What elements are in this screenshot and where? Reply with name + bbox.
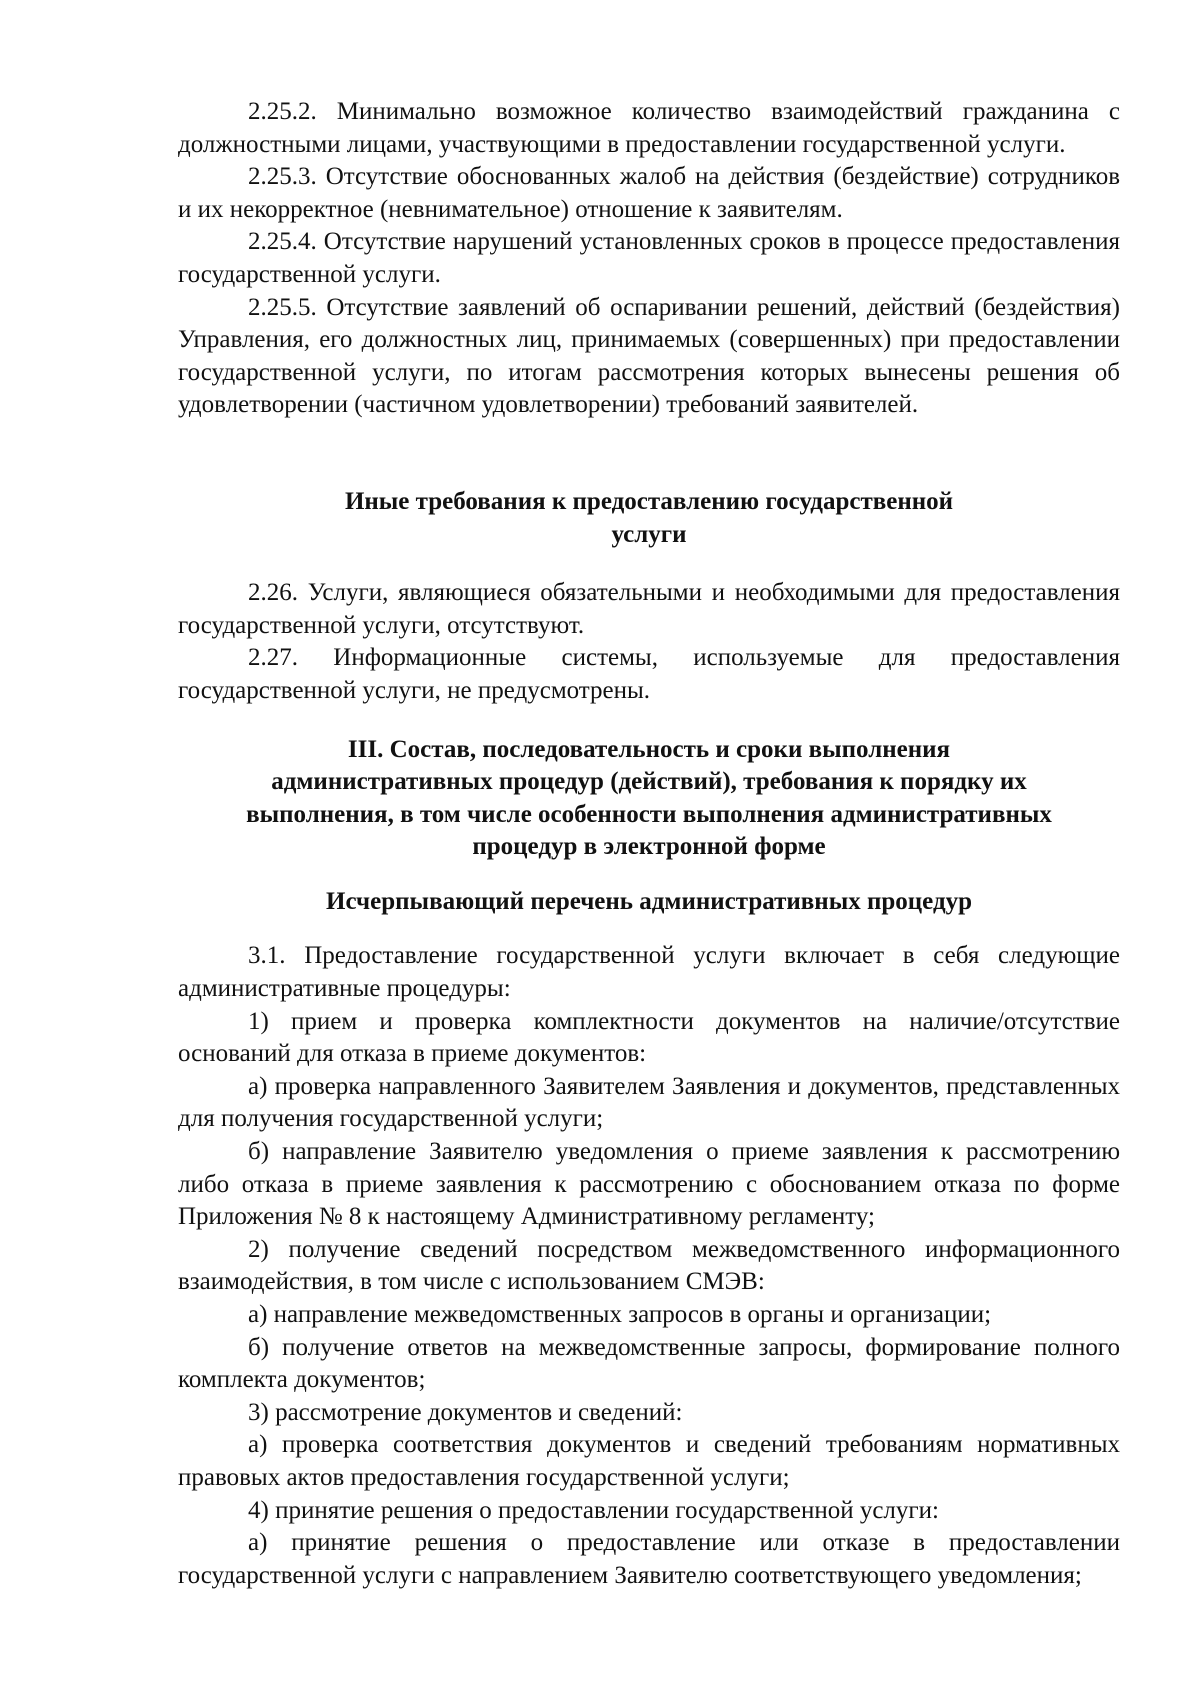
heading-line: Иные требования к предоставлению государственной	[344, 487, 954, 515]
heading-line: процедур в электронной форме	[472, 833, 826, 861]
paragraph-2-25-5: 2.25.5. Отсутствие заявлений об оспаривании решений, действий (бездействия) Управления, его должностных лиц, принимаемых (совершенных) при предоставлении государственной услуги, по итогам рассмотрения которых вынесены решения об удовлетворении (частичном удовлетворении) требований заявителей.	[178, 293, 1120, 419]
list-item: 3) рассмотрение документов и сведений:	[248, 1398, 683, 1426]
paragraph-3-1: 3.1. Предоставление государственной услуги включает в себя следующие административные процедуры:	[178, 942, 1120, 1003]
heading-other-requirements	[178, 486, 1120, 551]
list-item: а) направление межведомственных запросов в органы и организации;	[248, 1301, 992, 1328]
list-item: а) принятие решения о предоставление или отказе в предоставлении государственной услуги с направлением Заявителю соответствующего уведомления;	[178, 1529, 1120, 1589]
spacer	[178, 422, 1120, 486]
spacer	[178, 551, 1120, 577]
spacer	[178, 918, 1120, 940]
paragraph-2-25-3: 2.25.3. Отсутствие обоснованных жалоб на действия (бездействие) сотрудников и их некорректное (невнимательное) отношение к заявителям.	[178, 163, 1120, 223]
paragraph-2-27: 2.27. Информационные системы, используемые для предоставления государственной услуги, не предусмотрены.	[178, 644, 1120, 704]
list-item: а) проверка соответствия документов и сведений требованиям нормативных правовых актов предоставления государственной услуги;	[178, 1431, 1120, 1491]
list-item: 2) получение сведений посредством межведомственного информационного взаимодействия, в том числе с использованием СМЭВ:	[178, 1235, 1120, 1296]
paragraph-2-25-4: 2.25.4. Отсутствие нарушений установленных сроков в процессе предоставления государственной услуги.	[178, 228, 1120, 288]
heading-line: административных процедур (действий), требования к порядку их	[271, 768, 1027, 796]
heading-procedures-list: Исчерпывающий перечень административных процедур	[326, 887, 972, 915]
list-item: а) проверка направленного Заявителем Заявления и документов, представленных для получения государственной услуги;	[178, 1072, 1120, 1133]
heading-line: выполнения, в том числе особенности выполнения административных	[246, 800, 1052, 828]
heading-line: услуги	[611, 520, 687, 548]
list-item: 1) прием и проверка комплектности документов на наличие/отсутствие оснований для отказа в приеме документов:	[178, 1007, 1120, 1068]
list-item: 4) принятие решения о предоставлении государственной услуги:	[248, 1496, 939, 1524]
list-item: б) направление Заявителю уведомления о приеме заявления к рассмотрению либо отказа в приеме заявления к рассмотрению с обоснованием отказа по форме Приложения № 8 к настоящему Административному регламенту;	[178, 1138, 1120, 1231]
spacer	[178, 708, 1120, 734]
list-item: б) получение ответов на межведомственные запросы, формирование полного комплекта документов;	[178, 1333, 1120, 1394]
paragraph-2-25-2: 2.25.2. Минимально возможное количество взаимодействий гражданина с должностными лицами, участвующими в предоставлении государственной услуги.	[178, 98, 1120, 158]
heading-section-3	[178, 734, 1120, 864]
document-page	[178, 96, 1120, 1592]
paragraph-2-26: 2.26. Услуги, являющиеся обязательными и необходимыми для предоставления государственной услуги, отсутствуют.	[178, 579, 1120, 639]
spacer	[178, 864, 1120, 886]
heading-line: III. Состав, последовательность и сроки выполнения	[347, 735, 951, 763]
